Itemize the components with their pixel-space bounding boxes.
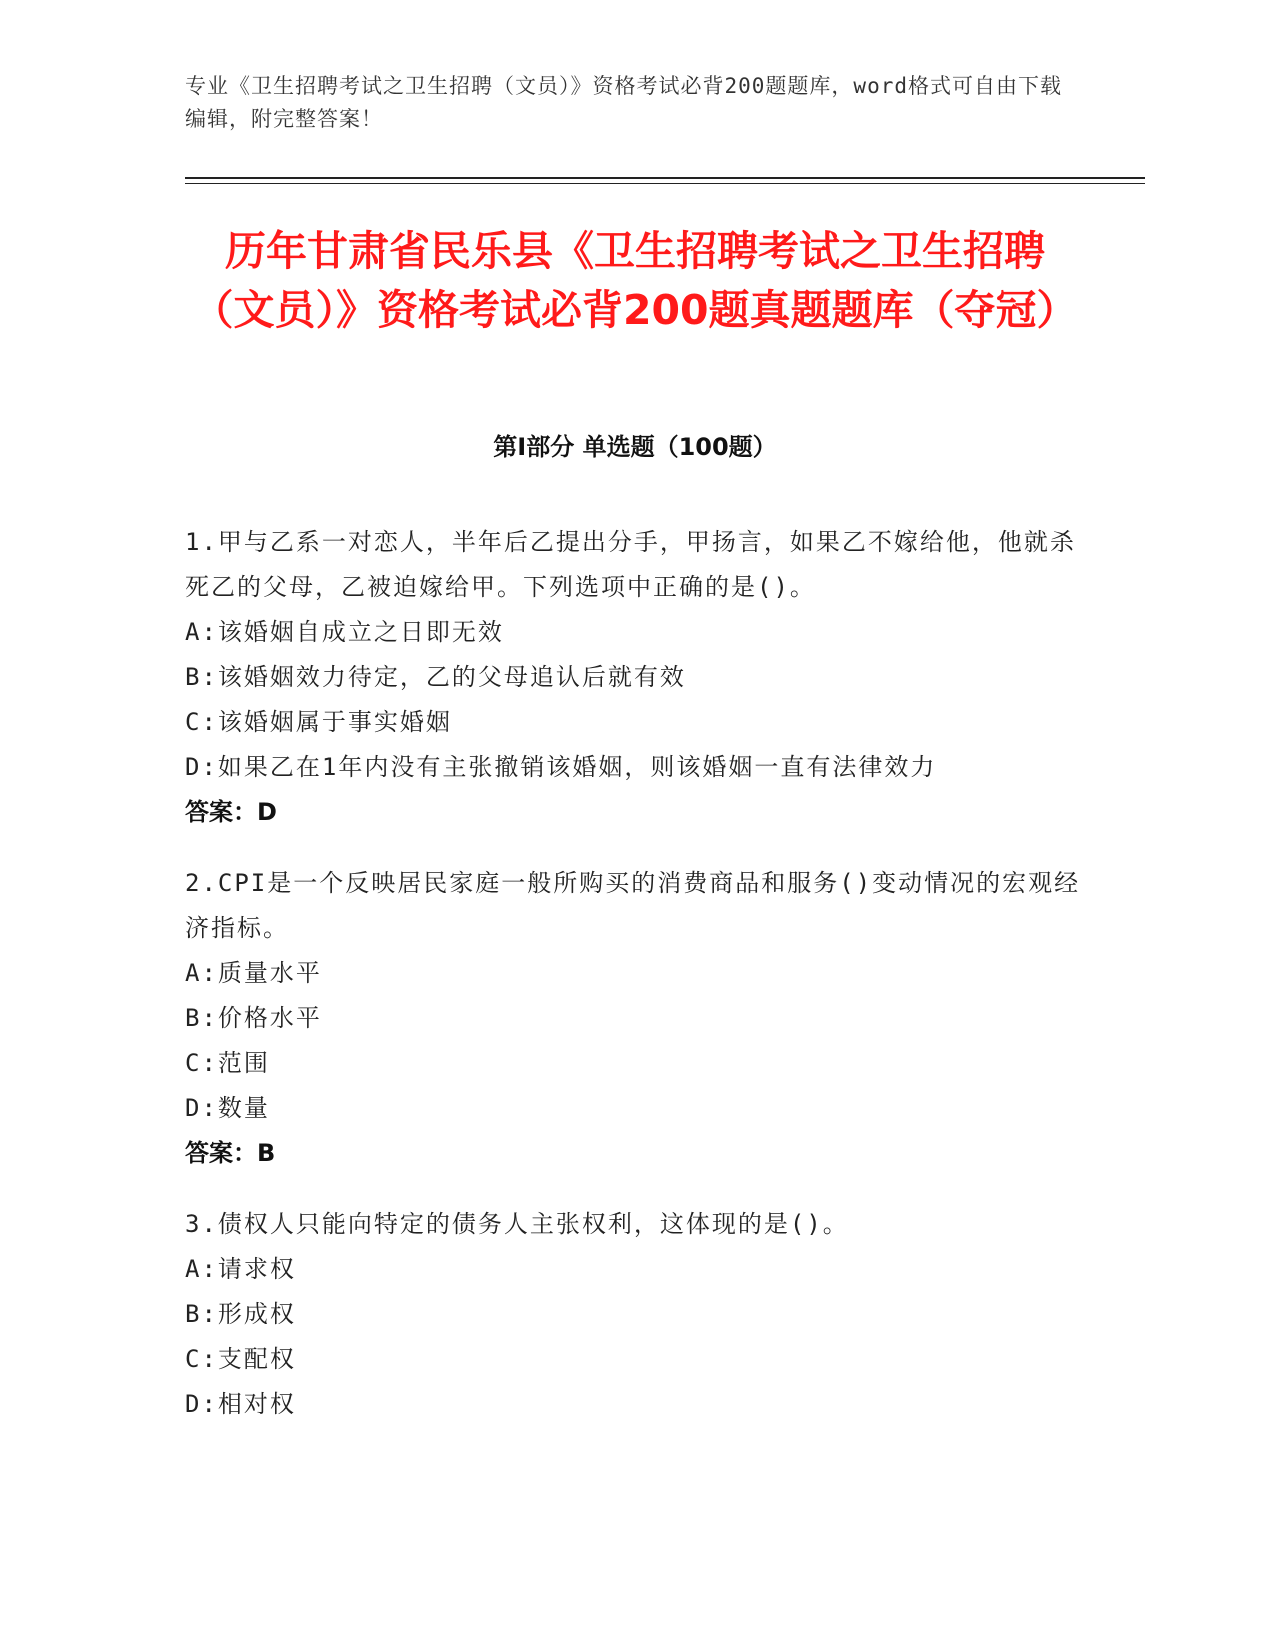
header-rule-thick [185, 177, 1145, 179]
option-b: B:该婚姻效力待定，乙的父母追认后就有效 [185, 663, 686, 691]
option-b: B:形成权 [185, 1300, 296, 1328]
question-3 [185, 1202, 1085, 1427]
section-heading: 第I部分 单选题（100题） [493, 433, 777, 461]
question-list [185, 520, 1085, 1453]
question-stem: 1.甲与乙系一对恋人，半年后乙提出分手，甲扬言，如果乙不嫁给他，他就杀死乙的父母，乙被迫嫁给甲。下列选项中正确的是()。 [185, 528, 1076, 601]
option-c: C:支配权 [185, 1345, 296, 1373]
option-a: A:该婚姻自成立之日即无效 [185, 618, 504, 646]
document-title: 历年甘肃省民乐县《卫生招聘考试之卫生招聘（文员）》资格考试必背200题真题题库（夺冠） [192, 227, 1078, 334]
answer: 答案：B [185, 1139, 276, 1167]
option-d: D:如果乙在1年内没有主张撤销该婚姻，则该婚姻一直有法律效力 [185, 753, 937, 781]
question-stem: 2.CPI是一个反映居民家庭一般所购买的消费商品和服务()变动情况的宏观经济指标。 [185, 869, 1081, 942]
header-rule-thin [185, 183, 1145, 184]
option-a: A:质量水平 [185, 959, 322, 987]
option-c: C:该婚姻属于事实婚姻 [185, 708, 452, 736]
question-1 [185, 520, 1085, 835]
header-note: 专业《卫生招聘考试之卫生招聘（文员）》资格考试必背200题题库，word格式可自由下载编辑，附完整答案！ [185, 74, 1062, 131]
option-c: C:范围 [185, 1049, 270, 1077]
question-2 [185, 861, 1085, 1176]
option-d: D:数量 [185, 1094, 270, 1122]
option-a: A:请求权 [185, 1255, 296, 1283]
answer: 答案：D [185, 798, 277, 826]
question-stem: 3.债权人只能向特定的债务人主张权利，这体现的是()。 [185, 1210, 849, 1238]
option-d: D:相对权 [185, 1390, 296, 1418]
option-b: B:价格水平 [185, 1004, 322, 1032]
